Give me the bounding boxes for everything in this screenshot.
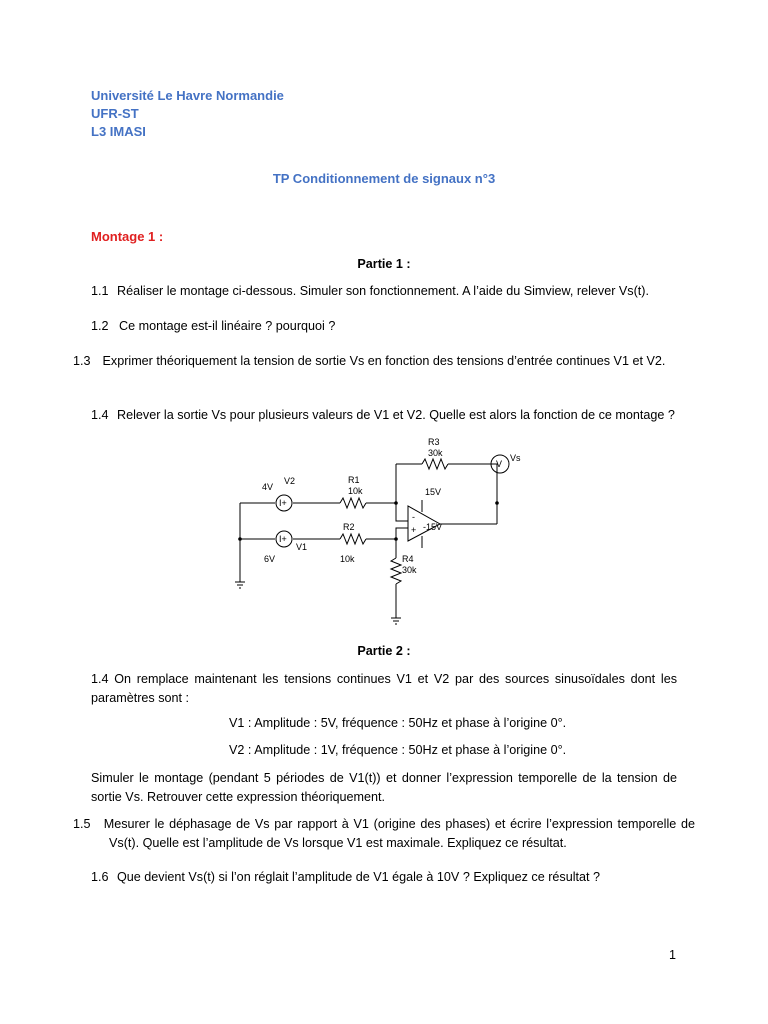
partie1-heading: Partie 1 : — [357, 257, 411, 271]
page-number: 1 — [668, 948, 676, 962]
r2-value: 10k — [340, 554, 355, 564]
montage-heading: Montage 1 : — [91, 229, 164, 244]
question-text: Relever la sortie Vs pour plusieurs valeurs de V1 et V2. Quelle est alors la fonction de ce montage ? — [117, 408, 675, 422]
question-1-1 — [91, 282, 677, 301]
v1-name: V1 — [296, 542, 308, 552]
vs-label: Vs — [510, 453, 521, 463]
noninverting-sign: + — [411, 525, 417, 535]
simulation-instructions: Simuler le montage (pendant 5 périodes de V1(t)) et donner l’expression temporelle de la tension de sortie Vs. Retrouver cette expression théoriquement. — [91, 771, 677, 804]
v2-value: 4V — [262, 482, 274, 492]
r1-value: 10k — [348, 486, 363, 496]
v1-value: 6V — [264, 554, 276, 564]
r2-name: R2 — [343, 522, 355, 532]
v2-parameters: V2 : Amplitude : 1V, fréquence : 50Hz et phase à l’origine 0°. — [229, 743, 567, 757]
question-text: Exprimer théoriquement la tension de sortie Vs en fonction des tensions d’entrée continues V1 et V2. — [102, 354, 666, 368]
question-1-6 — [91, 868, 677, 887]
level-name: L3 IMASI — [91, 124, 146, 139]
r3-resistor — [422, 459, 448, 469]
question-text: Mesurer le déphasage de Vs par rapport à V1 (origine des phases) et écrire l’expression temporelle de Vs(t). Quelle est l’amplitude de Vs lorsque V1 est maximale. Expliquez ce résultat. — [103, 817, 695, 850]
question-number: 1.1 — [91, 284, 109, 298]
question-text: Réaliser le montage ci-dessous. Simuler son fonctionnement. A l’aide du Simview, relever Vs(t). — [117, 284, 649, 298]
r4-resistor — [391, 558, 401, 584]
r1-name: R1 — [348, 475, 360, 485]
question-number: 1.3 — [73, 354, 91, 368]
inverting-sign: - — [412, 512, 415, 522]
question-1-4 — [91, 406, 677, 425]
document-title: TP Conditionnement de signaux n°3 — [272, 171, 496, 186]
question-1-5 — [73, 815, 695, 853]
question-number: 1.4 — [91, 408, 109, 422]
r3-value: 30k — [428, 448, 443, 458]
v1-source-sign: I+ — [279, 534, 287, 544]
question-2-intro: 1.4 On remplace maintenant les tensions continues V1 et V2 par des sources sinusoïdales dont les paramètres sont : — [91, 672, 677, 705]
meter-symbol-text: V — [496, 459, 503, 469]
r4-name: R4 — [402, 554, 414, 564]
r4-value: 30k — [402, 565, 417, 575]
question-number: 1.2 — [91, 319, 109, 333]
vpos-label: 15V — [425, 487, 442, 497]
v2-source-sign: I+ — [279, 498, 287, 508]
r3-name: R3 — [428, 437, 440, 447]
circuit-diagram — [232, 436, 532, 626]
v1-parameters: V1 : Amplitude : 5V, fréquence : 50Hz et phase à l’origine 0°. — [229, 716, 567, 730]
ufr-name: UFR-ST — [91, 106, 139, 121]
question-1-3 — [73, 352, 695, 371]
question-text: Ce montage est-il linéaire ? pourquoi ? — [119, 319, 336, 333]
v2-name: V2 — [284, 476, 296, 486]
r1-resistor — [340, 498, 366, 508]
university-name: Université Le Havre Normandie — [91, 88, 284, 103]
r2-resistor — [340, 534, 366, 544]
question-1-2 — [91, 317, 677, 336]
vneg-label: -15V — [423, 522, 443, 532]
question-text: Que devient Vs(t) si l’on réglait l’amplitude de V1 égale à 10V ? Expliquez ce résultat ? — [117, 870, 601, 884]
question-number: 1.6 — [91, 870, 109, 884]
question-number: 1.5 — [73, 817, 91, 831]
partie2-heading: Partie 2 : — [357, 644, 411, 658]
